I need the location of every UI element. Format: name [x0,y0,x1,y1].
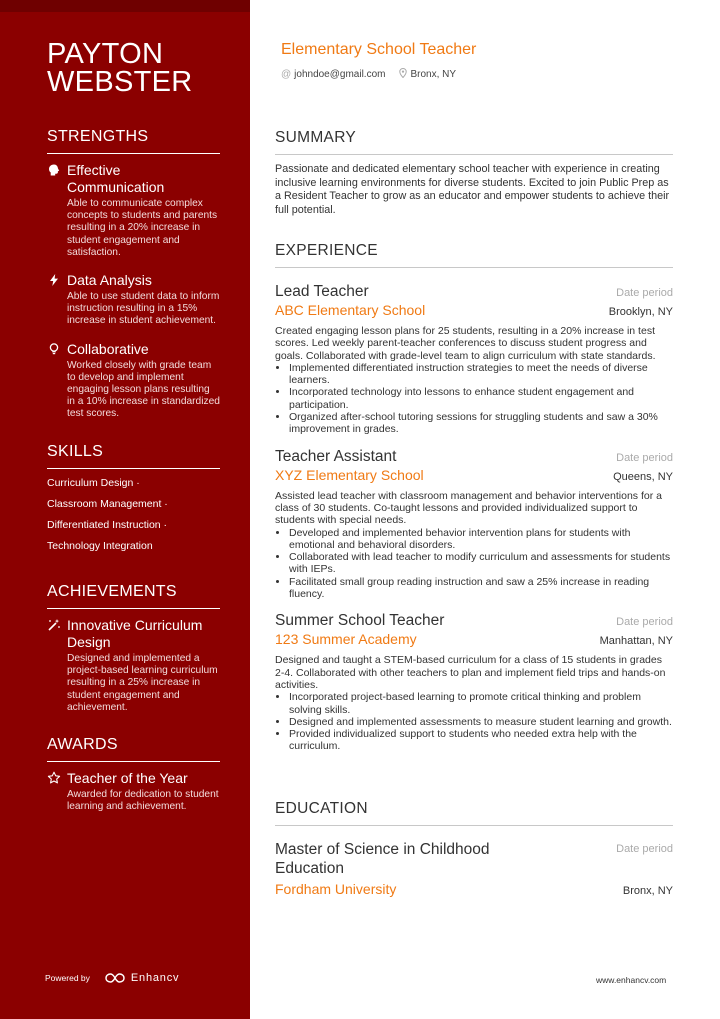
bolt-icon [47,273,61,287]
entry-bullets [275,527,673,601]
summary-section [275,129,673,217]
achievement-text: Designed and implemented a project-based learning curriculum resulting in a 25% increase in student engagement and achievement. [67,653,218,713]
strength-item [47,341,220,421]
skill-item: Classroom Management · [47,498,168,510]
experience-entry [275,282,673,436]
strength-item [47,272,220,328]
bullet-item: • Facilitated small group reading instruction and saw a 25% increase in reading fluency. [289,576,673,601]
strength-title: Effective Communication [67,162,165,195]
experience-heading: EXPERIENCE [275,242,673,268]
strength-text: Able to use student data to inform instruction resulting in a 15% increase in student achievement. [67,291,220,327]
bullet-item: • Incorporated project-based learning to promote critical thinking and problem solving skills. [289,691,673,716]
entry-date: Date period [616,451,673,464]
bullet-item: • Collaborated with lead teacher to modify curriculum and assessments for students with IEPs. [289,551,673,576]
education-section [275,800,673,898]
experience-section [275,242,673,753]
skill-item: Technology Integration [47,540,153,552]
bullet-item: • Developed and implemented behavior intervention plans for students with emotional and behavioral disorders. [289,527,673,552]
entry-organization: ABC Elementary School [275,302,426,318]
skills-section [47,443,220,561]
experience-entry [275,447,673,601]
entry-description: Designed and taught a STEM-based curriculum for a class of 15 students in grades 2-4. Collaborated with other teachers to plan and implement field trips and hands-on activities. [275,654,666,691]
entry-date: Date period [616,616,673,629]
enhancv-brand: Enhancv [130,972,180,984]
experience-entry [275,611,673,752]
entry-date: Date period [616,287,673,299]
education-entry [275,840,673,898]
summary-text: Passionate and dedicated elementary school teacher with experience in creating inclusive learning environments for diverse students. Excited to join Public Prep as a Resident Teacher to grow as an educator and empower students to achieve their full potential. [275,163,670,216]
magic-wand-icon [47,618,61,632]
entry-location: Bronx, NY [622,885,673,897]
lightbulb-icon [47,342,61,356]
brain-icon [47,163,61,177]
enhancv-logo[interactable] [104,972,179,984]
entry-bullets [275,362,673,436]
entry-description: Assisted lead teacher with classroom management and behavior interventions for a class of 30 students. Co-taught lessons and provided individualized support to students with special needs. [275,489,662,527]
entry-organization: XYZ Elementary School [275,466,424,483]
entry-date: Date period [616,843,673,855]
email-icon: @ [281,69,292,80]
powered-by [45,972,179,984]
sidebar-top-bar [0,0,250,12]
achievement-item [47,617,220,714]
bullet-item: • Provided individualized support to students who needed extra help with the curriculum. [289,728,673,753]
entry-location: Brooklyn, NY [608,306,673,318]
entry-organization: 123 Summer Academy [275,631,417,648]
bullet-item: • Organized after-school tutoring sessions for struggling students and saw a 30% improvement in grades. [289,411,673,436]
education-heading: EDUCATION [275,800,673,826]
skill-item: Differentiated Instruction · [47,519,168,531]
awards-heading: AWARDS [47,736,220,762]
entry-bullets [275,691,673,752]
skill-item: Curriculum Design · [47,477,140,489]
strengths-heading: STRENGTHS [47,128,220,154]
achievements-section [47,583,220,727]
star-icon [47,771,61,785]
bullet-item: • Incorporated technology into lessons to enhance student engagement and participation. [289,386,673,411]
strength-text: Able to communicate complex concepts to students and parents resulting in a 20% increase in student engagement and satisfaction. [67,198,218,258]
bullet-item: • Implemented differentiated instruction strategies to meet the needs of diverse learners. [289,362,673,387]
entry-role: Teacher Assistant [275,447,397,465]
strength-text: Worked closely with grade team to develop and implement engaging lesson plans resulting in a 10% increase in standardized test scores. [67,359,220,420]
footer-url[interactable]: www.enhancv.com [596,975,667,985]
skills-heading: SKILLS [47,443,220,469]
entry-role: Lead Teacher [275,283,369,300]
entry-description: Created engaging lesson plans for 25 students, resulting in a 20% increase in test scores. Led weekly parent-teacher conferences to discuss student progress and goals. Collaborated with grade-level team to align curriculum with state standards. [275,325,656,362]
award-title: Teacher of the Year [67,770,188,786]
strength-title: Data Analysis [67,272,152,289]
job-title: Elementary School Teacher [281,41,477,58]
location-text: Bronx, NY [410,69,457,80]
sidebar [0,0,250,1019]
entry-degree: Master of Science in Childhood Education [275,841,490,877]
award-text: Awarded for dedication to student learning and achievement. [67,789,219,813]
strength-item [47,162,220,259]
contact-info [281,68,456,81]
powered-by-label: Powered by [45,973,90,983]
summary-heading: SUMMARY [275,129,673,155]
award-item [47,770,220,813]
achievement-title: Innovative Curriculum Design [67,617,203,650]
awards-section [47,736,220,826]
strengths-section [47,128,220,434]
achievements-heading: ACHIEVEMENTS [47,583,220,609]
candidate-name: PAYTON WEBSTER [47,38,193,98]
location-pin-icon [399,68,407,81]
entry-location: Manhattan, NY [599,635,673,648]
bullet-item: • Designed and implemented assessments to measure student learning and growth. [289,716,673,728]
strength-title: Collaborative [67,340,149,357]
entry-school: Fordham University [275,881,397,897]
entry-location: Queens, NY [613,470,673,483]
entry-role: Summer School Teacher [275,612,445,630]
email-text[interactable]: johndoe@gmail.com [294,69,386,80]
enhancv-logo-icon [104,972,126,984]
